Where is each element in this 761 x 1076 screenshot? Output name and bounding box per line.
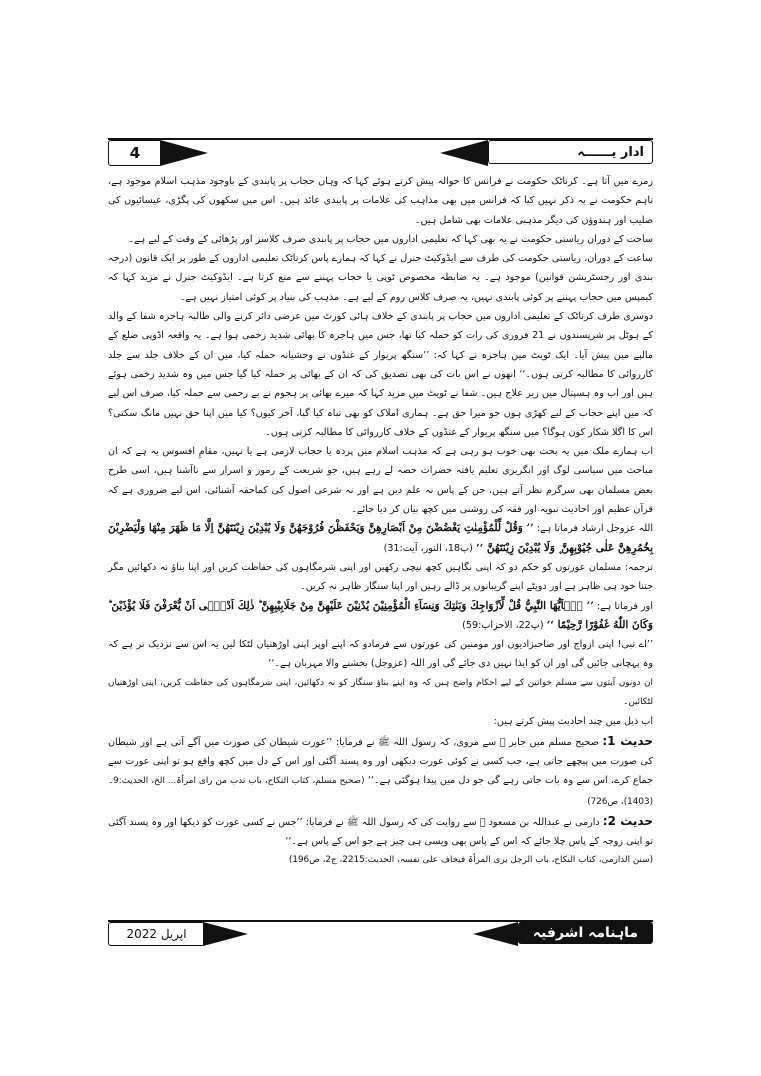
paragraph: زمرے میں آتا ہے۔ کرناٹک حکومت نے فرانس کا حوالہ پیش کرتے ہوئے کہا کہ وہاں حجاب پر پابندی کے باوجود مذہب اسلام موجود ہے، تاہم حکومت نے یہ ذکر نہیں کیا کہ فرانس میں بھی مذاہب کی علامات پر پابندی عائد ہیں۔ اس میں سکھوں کی پگڑی، عیسائیوں کی صلیب اور ہندوؤں کی دیگر مذہبی علامات بھی شامل ہیں۔ xyxy=(108,176,653,226)
hadith-label: حدیث 2: xyxy=(602,813,653,828)
footer-right-arrow xyxy=(473,922,518,946)
hadith-1 xyxy=(108,732,653,812)
hadith-intro: اب ذیل میں چند احادیث پیش کرتے ہیں: xyxy=(493,716,653,728)
quran-reference: (پ18، النور، آیت:31) xyxy=(383,542,473,554)
page-number: 4 xyxy=(108,140,162,166)
issue-date: اپریل 2022 xyxy=(108,922,205,946)
paragraph: ساحت کے دوران ریاستی حکومت نے یہ بھی کہا کہ تعلیمی اداروں میں حجاب پر پابندی صرف کلاسز اور پڑھائی کے وقت کے لیے ہے۔ xyxy=(128,233,653,245)
quran-intro: اللہ عزوجل ارشاد فرماتا ہے: xyxy=(536,523,653,535)
article-body xyxy=(108,172,653,871)
section-title: ادار یــــــہ xyxy=(488,140,653,164)
hadith-text: صحیح مسلم میں جابر ﷜ سے مروی، کہ رسول اللہ ﷺ نے فرمایا: ’’عورت شیطان کی صورت میں آگے آتی ہے اور شیطان کی صورت میں پیچھے جاتی ہے، جب کسی نے کوئی عورت دیکھی اور وہ پسند آگئی اور اس کے دل میں کچھ واقع ہو تو اپنی عورت سے جماع کرے، اس سے وہ بات جاتی رہے گی جو دل میں پیدا ہوگئی ہے۔‘‘ xyxy=(108,736,653,787)
quran-arabic: ’’ يٰۤاَيُّهَا النَّبِيُّ قُلْ لِّاَزْوَاجِكَ وَبَنٰتِكَ وَنِسَآءِ الْمُؤْمِنِيْنَ يُدْنِيْنَ عَلَيْهِنَّ مِنْ جَلَابِيْبِهِنَّ ؕ ذٰلِكَ اَدْنٰۤى اَنْ يُّعْرَفْنَ فَلَا يُؤْذَيْنَ ؕ وَكَانَ اللّٰهُ غَفُوْرًا رَّحِيْمًا ‘‘ xyxy=(108,599,653,631)
paragraph: ساعت کے دوران، ریاستی حکومت کی طرف سے ایڈوکیٹ جنرل نے کہا کہ ہمارے پاس کرناٹک تعلیمی اداروں کے طور پر ایک قانون (درجہ بندی اور رجسٹریشن قوانین) موجود ہے۔ یہ ضابطہ مخصوص ٹوپی یا حجاب پہننے سے منع کرتا ہے۔ ایڈوکیٹ جنرل نے مزید کہا کہ کیمپس میں حجاب پہننے پر کوئی پابندی نہیں، یہ صرف کلاس روم کے لیے ہے۔ مذہب کی بنیاد پر کوئی امتیاز نہیں ہے۔ xyxy=(108,253,653,303)
quran-intro: اور فرماتا ہے: xyxy=(596,600,653,612)
hadith-text: دارمی نے عبداللہ بن مسعود ﷜ سے روایت کی کہ رسول اللہ ﷺ نے فرمایا: ’’جس نے کسی عورت کو دیکھا اور وہ پسند آگئی تو اپنی زوجہ کے پاس چلا جائے کہ اس کے پاس بھی ویسی ہی چیز ہے جو اس کے پاس ہے۔‘‘ xyxy=(108,816,653,848)
quran-arabic: ’’ وَقُلْ لِّلْمُؤْمِنٰتِ يَغْضُضْنَ مِنْ اَبْصَارِهِنَّ وَيَحْفَظْنَ فُرُوْجَهُنَّ وَلَا يُبْدِيْنَ زِيْنَتَهُنَّ اِلَّا مَا ظَهَرَ مِنْهَا وَلْيَضْرِبْنَ بِخُمُرِهِنَّ عَلٰى جُيُوْبِهِنَّ ۪ وَلَا يُبْدِيْنَ زِيْنَتَهُنَّ ‘‘ xyxy=(108,522,653,554)
hadith-reference: (سنن الدارمی، کتاب النکاح، باب الرجل یری المرأۃ فیخاف علی نفسہ، الحدیث:2215، ج2، ص196) xyxy=(288,855,653,866)
paragraph: دوسری طرف کرناٹک کے تعلیمی اداروں میں حجاب پر پابندی کے خلاف ہائی کورٹ میں عرضی دائر کرنے والی طالبہ ہاجرہ شفا کے والد کے ہوٹل پر شرپسندوں نے 21 فروری کی رات کو حملہ کیا تھا، جس میں ہاجرہ کا بھائی شدید زخمی ہوا ہے۔ یہ واقعہ اڈوپی ضلع کے مالپے میں پیش آیا۔ ایک ٹویٹ میں ہاجرہ نے کہا کہ: ’’سنگھ پریوار کے غنڈوں نے وحشیانہ حملہ کیا، میں ان کے خلاف جلد سے جلد کارروائی کا مطالبہ کرتی ہوں۔‘‘ انھوں نے اس بات کی بھی تصدیق کی کہ ان کے بھائی پر حملہ کیا گیا جس میں وہ شدید زخمی ہوئے ہیں اور اب وہ ہسپتال میں زیر علاج ہیں۔ شفا نے ٹویٹ میں مزید کہا کہ میرے بھائی پر ہجوم نے بے رحمی سے حملہ کیا، صرف اس لیے کہ میں اپنے حجاب کے لیے کھڑی ہوں جو میرا حق ہے۔ ہماری املاک کو بھی تباہ کیا گیا، آخر کیوں؟ کیا میں اپنا حق نہیں مانگ سکتی؟ اس کا اگلا شکار کون ہوگا؟ میں سنگھ پریوار کے غنڈوں کے خلاف کارروائی کا مطالبہ کرتی ہوں۔ xyxy=(108,311,653,438)
header-right-arrow xyxy=(440,140,488,166)
paragraph: اب ہمارے ملک میں یہ بحث بھی خوب ہو رہی ہے کہ مذہب اسلام میں پردہ یا حجاب لازمی ہے یا نہیں، مقامِ افسوس یہ ہے کہ ان مباحث میں سیاسی لوگ اور انگریزی تعلیم یافتہ حضرات حصہ لے رہے ہیں، جو شریعت کے رموز و اسرار سے ناآشنا ہیں، اسی طرح بعض مسلمان بھی سرگرم نظر آتے ہیں، جن کے پاس نہ علم دین ہے اور نہ شرعی اصول کی کماحقہ آشنائی، اس لیے ضروری ہے کہ قرآن عظیم اور احادیث نبویہ اور فقہ کی روشنی میں کچھ بیان کر دیا جائے۔ xyxy=(108,446,653,516)
quran-verse-2 xyxy=(108,597,653,636)
hadith-2 xyxy=(108,812,653,852)
quran-translation: ’’اے نبی! اپنی ازواج اور صاحبزادیوں اور مومنین کی عورتوں سے فرمادو کہ اپنے اوپر اپنی اوڑھنیاں لٹکا لیں یہ اس سے نزدیک تر ہے کہ وہ پہچانی جائیں گی اور ان کو ایذا نہیں دی جائے گی اور اللہ (عزوجل) بخشنے والا مہربان ہے۔‘‘ xyxy=(108,639,653,670)
summary: ان دونوں آیتوں سے مسلم خواتین کے لیے احکام واضح ہیں کہ وہ اپنے بناؤ سنگار کو نہ دکھائیں، اپنی شرمگاہوں کی حفاظت کریں، اپنی اوڑھنیاں لٹکائیں۔ xyxy=(108,677,653,708)
hadith-label: حدیث 1: xyxy=(602,733,653,748)
quran-verse-1 xyxy=(108,519,653,558)
footer-left-arrow xyxy=(203,922,248,946)
quran-translation: ترجمہ: مسلمان عورتوں کو حکم دو کہ اپنی نگاہیں کچھ نیچی رکھیں اور اپنی شرمگاہوں کی حفاظت کریں اور اپنا بناؤ نہ دکھائیں مگر جتنا خود ہی ظاہر ہے اور دوپٹے اپنے گریبانوں پر ڈالے رہیں اور اپنا سنگار ظاہر نہ کریں۔ xyxy=(108,561,653,593)
quran-reference: (پ22، الاحزاب:59) xyxy=(462,619,544,631)
header-left-arrow xyxy=(160,140,208,166)
magazine-title: ماہنامہ اشرفیہ xyxy=(518,922,653,944)
hadith-reference: (صحیح مسلم، کتاب النکاح، باب ندب من رای امرأۃ... الخ، الحدیث:9۔(1403)، ص726) xyxy=(108,776,653,807)
